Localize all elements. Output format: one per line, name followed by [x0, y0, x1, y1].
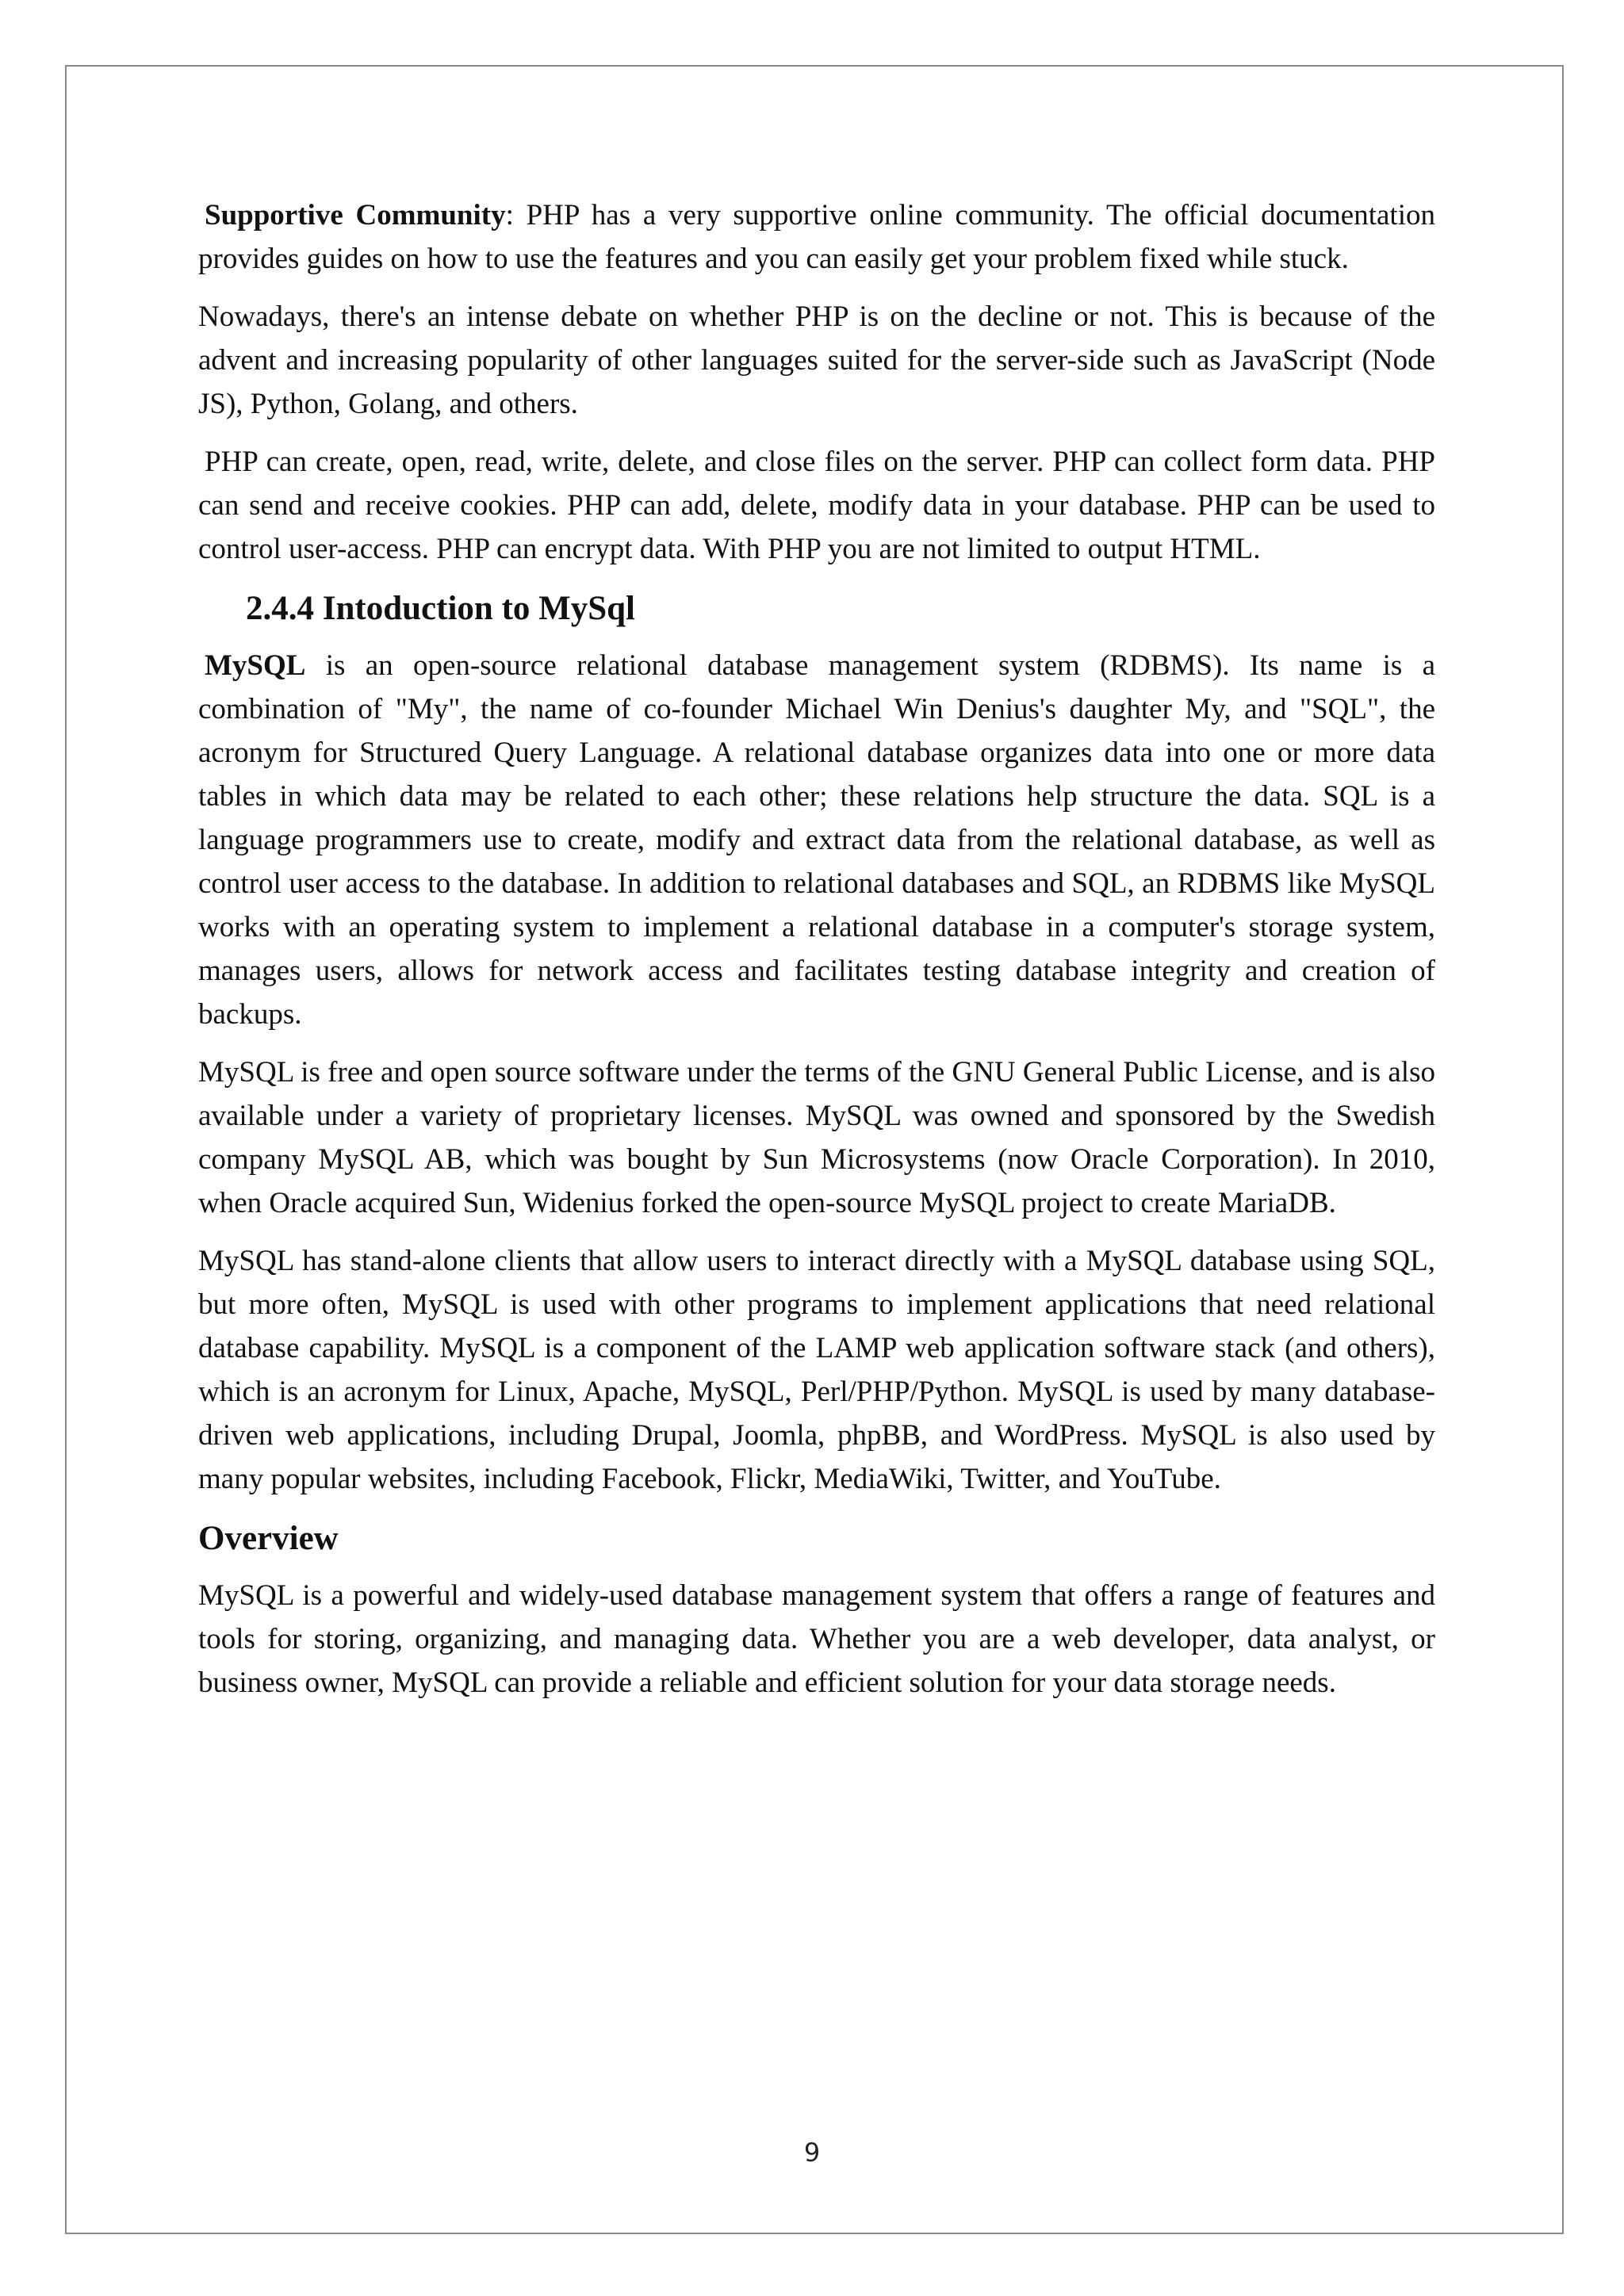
mysql-term: MySQL [205, 649, 306, 682]
page-number: 9 [803, 2137, 821, 2168]
mysql-definition-text: is an open-source relational database management system (RDBMS). Its name is a combination of "My", the name of co-founder Michael Win Denius's daughter My, and "SQL", the acronym for Structured Query Language. A relational database organizes data into one or more data tables in which data may be related to each other; these relations help structure the data. SQL is a language programmers use to create, modify and extract data from the relational database, as well as control user access to the database. In addition to relational databases and SQL, an RDBMS like MySQL works with an operating system to implement a relational database in a computer's storage system, manages users, allows for network access and facilitates testing database integrity and creation of backups. [198, 649, 1435, 1031]
paragraph-php-capabilities: PHP can create, open, read, write, delete, and close files on the server. PHP can collect form data. PHP can send and receive cookies. PHP can add, delete, modify data in your database. PHP can be used to control user-access. PHP can encrypt data. With PHP you are not limited to output HTML. [198, 446, 1435, 565]
paragraph-mysql-license: MySQL is free and open source software under the terms of the GNU General Public License, and is also available under a variety of proprietary licenses. MySQL was owned and sponsored by the Swedish company MySQL AB, which was bought by Sun Microsystems (now Oracle Corporation). In 2010, when Oracle acquired Sun, Widenius forked the open-source MySQL project to create MariaDB. [198, 1056, 1435, 1219]
paragraph-supportive-community [198, 193, 1435, 281]
paragraph-mysql-definition [198, 644, 1435, 1036]
page-content [198, 193, 1435, 1719]
paragraph-php-debate: Nowadays, there's an intense debate on whether PHP is on the decline or not. This is because of the advent and increasing popularity of other languages suited for the server-side such as JavaScript (Node JS), Python, Golang, and others. [198, 300, 1435, 420]
supportive-community-term: Supportive Community [205, 199, 506, 232]
section-heading-mysql-intro: 2.4.4 Intoduction to MySql [246, 590, 635, 627]
paragraph-mysql-clients: MySQL has stand-alone clients that allow users to interact directly with a MySQL database using SQL, but more often, MySQL is used with other programs to implement applications that need relational database capability. MySQL is a component of the LAMP web application software stack (and others), which is an acronym for Linux, Apache, MySQL, Perl/PHP/Python. MySQL is used by many database-driven web applications, including Drupal, Joomla, phpBB, and WordPress. MySQL is also used by many popular websites, including Facebook, Flickr, MediaWiki, Twitter, and YouTube. [198, 1245, 1435, 1495]
paragraph-overview: MySQL is a powerful and widely-used database management system that offers a range of features and tools for storing, organizing, and managing data. Whether you are a web developer, data analyst, or business owner, MySQL can provide a reliable and efficient solution for your data storage needs. [198, 1579, 1435, 1699]
section-heading-overview: Overview [198, 1520, 339, 1557]
supportive-community-text: : PHP has a very supportive online community. The official documentation provides guides on how to use the features and you can easily get your problem fixed while stuck. [198, 199, 1435, 275]
